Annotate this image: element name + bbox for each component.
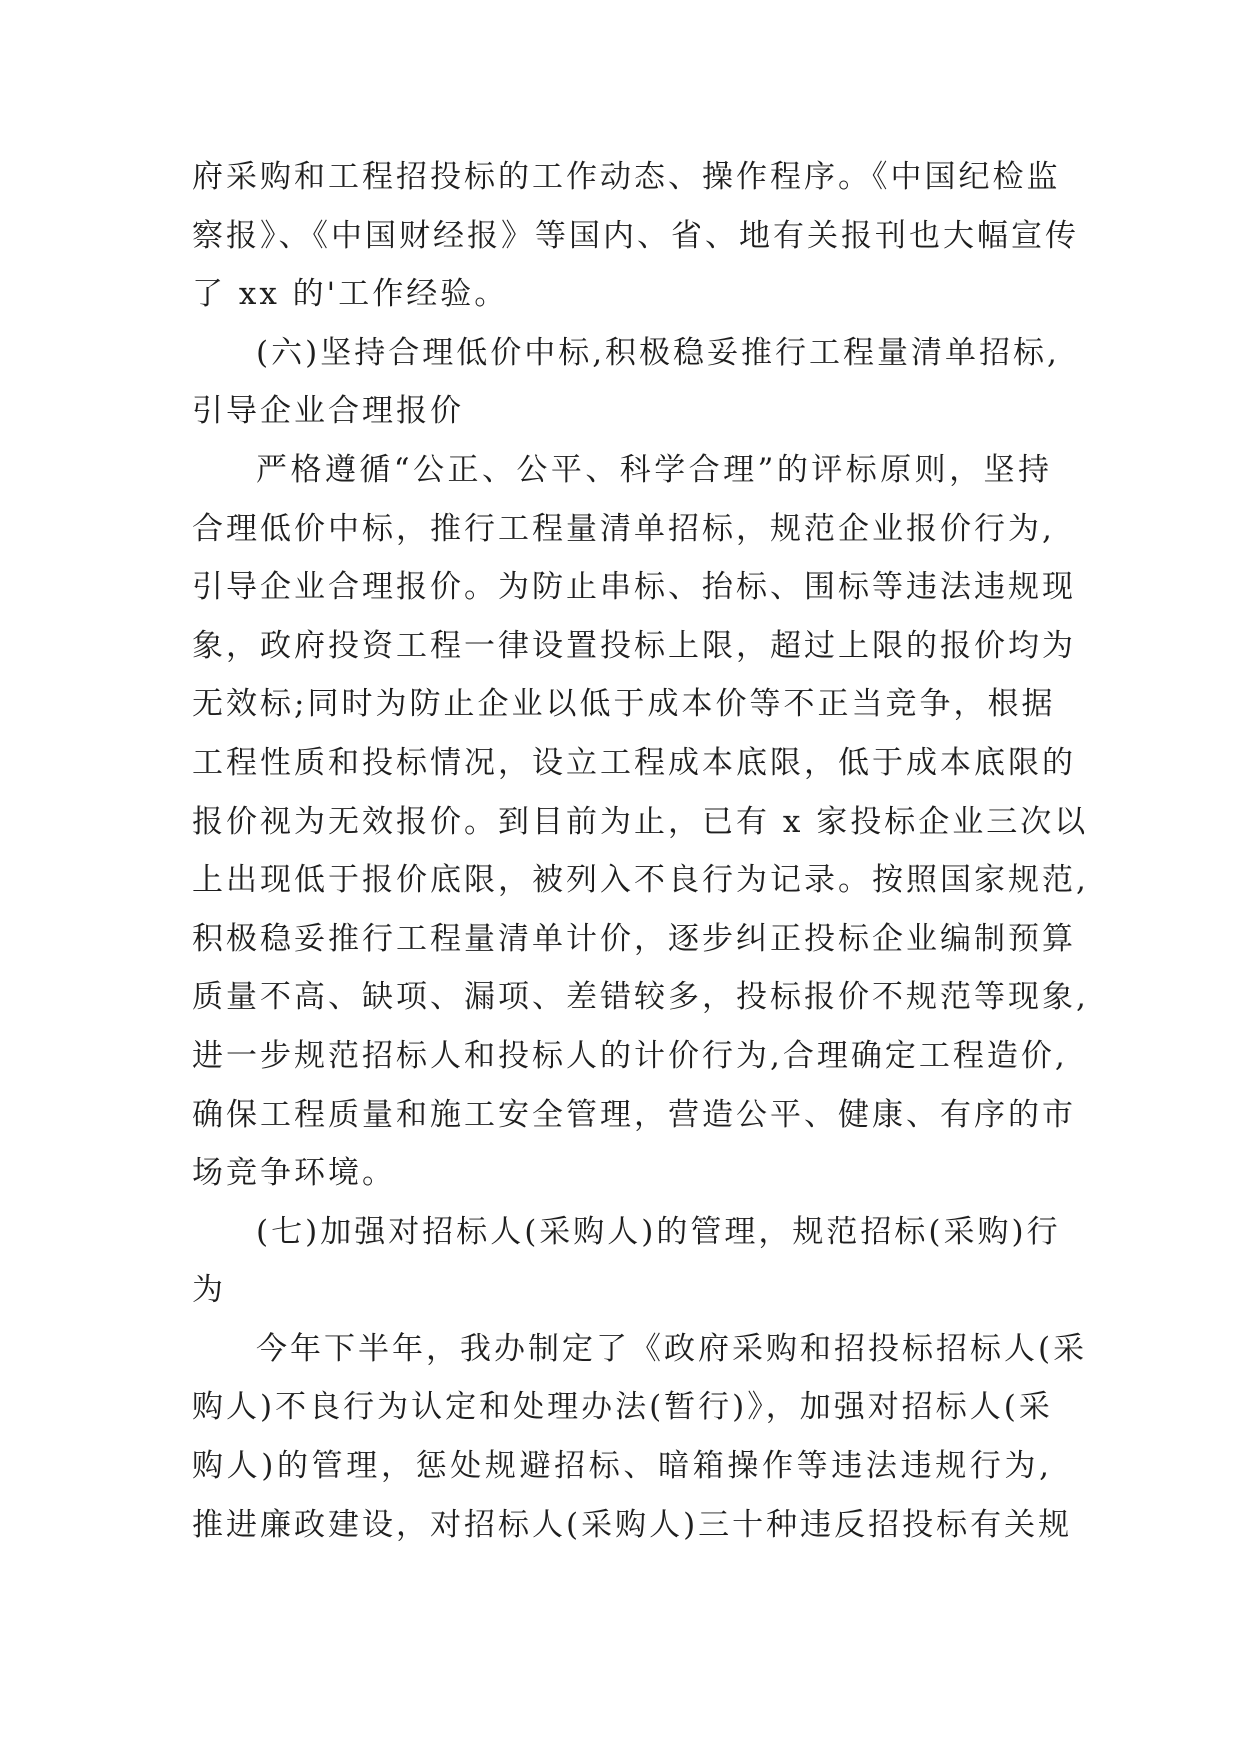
text-line: 确保工程质量和施工安全管理，营造公平、健康、有序的市 (192, 1096, 1076, 1133)
text-line: (七)加强对招标人(采购人)的管理，规范招标(采购)行 (256, 1213, 1061, 1250)
text-line: 场竞争环境。 (192, 1155, 396, 1192)
text-line: 合理低价中标，推行工程量清单招标，规范企业报价行为, (192, 510, 1055, 547)
text-line: 上出现低于报价底限，被列入不良行为记录。按照国家规范, (192, 862, 1089, 899)
text-line: 工程性质和投标情况，设立工程成本底限，低于成本底限的 (192, 744, 1076, 781)
text-line: 质量不高、缺项、漏项、差错较多，投标报价不规范等现象, (192, 979, 1089, 1016)
text-line: 今年下半年，我办制定了《政府采购和招投标招标人(采 (256, 1330, 1088, 1367)
text-line: 报价视为无效报价。到目前为止，已有 x 家投标企业三次以 (192, 803, 1089, 840)
body-text (192, 148, 1089, 1554)
text-line: 象，政府投资工程一律设置投标上限，超过上限的报价均为 (192, 627, 1076, 664)
text-line: 推进廉政建设，对招标人(采购人)三十种违反招投标有关规 (192, 1506, 1073, 1543)
text-line: 购人)的管理，惩处规避招标、暗箱操作等违法违规行为, (192, 1448, 1052, 1485)
text-line: 严格遵循“公正、公平、科学合理”的评标原则，坚持 (256, 451, 1052, 488)
text-line: 为 (192, 1272, 226, 1309)
text-line: 了 xx 的'工作经验。 (192, 276, 509, 313)
text-line: 购人)不良行为认定和处理办法(暂行)》，加强对招标人(采 (192, 1389, 1053, 1426)
text-line: 府采购和工程招投标的工作动态、操作程序。《中国纪检监 (192, 159, 1061, 195)
text-line: 积极稳妥推行工程量清单计价，逐步纠正投标企业编制预算 (192, 920, 1076, 957)
text-line: 进一步规范招标人和投标人的计价行为,合理确定工程造价, (192, 1037, 1068, 1074)
text-line: 察报》、《中国财经报》等国内、省、地有关报刊也大幅宣传 (192, 217, 1079, 254)
text-line: (六)坚持合理低价中标,积极稳妥推行工程量清单招标, (256, 334, 1060, 371)
text-line: 引导企业合理报价 (192, 393, 464, 430)
text-line: 无效标;同时为防止企业以低于成本价等不正当竞争，根据 (192, 686, 1056, 723)
text-line: 引导企业合理报价。为防止串标、抬标、围标等违法违规现 (192, 569, 1076, 606)
